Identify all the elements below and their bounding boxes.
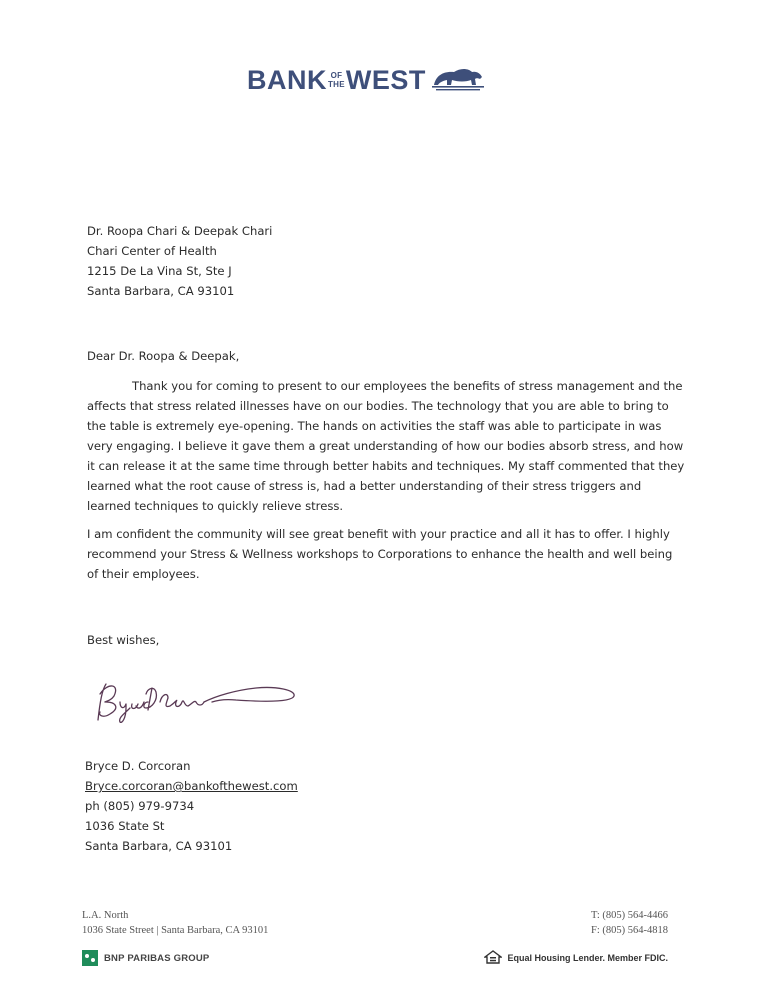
equal-housing-label: Equal Housing Lender. Member FDIC. [507,953,668,963]
body-paragraph-1 [87,376,687,516]
logo-word-right: WEST [345,64,426,95]
recipient-organization: Chari Center of Health [87,244,217,258]
footer-branch-address: 1036 State Street | Santa Barbara, CA 93101 [82,925,269,936]
footer-branch [82,908,268,938]
sender-city: Santa Barbara, CA 93101 [85,839,233,853]
equal-housing-notice [484,950,668,966]
sender-name: Bryce D. Corcoran [85,759,191,773]
footer-contact [591,908,668,938]
logo-of-the [328,71,345,89]
footer-branch-name: L.A. North [82,910,129,921]
bnp-paribas-mark [82,950,209,966]
body-paragraph-1-text: Thank you for coming to present to our employees the benefits of stress management and the affects that stress related illnesses have on our bodies. The technology that you are able to bring to the table is extremely eye-opening. The hands on activities the staff was able to participate in was very engaging. I believe it gave them a great understanding of how our bodies absorb stress, and how it can release it at the same time through better habits and techniques. My staff commented that they learned what the root cause of stress is, had a better understanding of their stress triggers and learned techniques to quickly relieve stress. [87,379,685,513]
handwritten-signature [86,672,306,732]
recipient-address [87,221,272,301]
footer-telephone: T: (805) 564-4466 [590,910,668,921]
sender-phone: ph (805) 979-9734 [85,799,195,813]
recipient-city: Santa Barbara, CA 93101 [87,284,235,298]
salutation: Dear Dr. Roopa & Deepak, [87,349,240,363]
equal-housing-icon [484,950,502,966]
bear-icon [430,65,486,95]
body-paragraph-2: I am confident the community will see great benefit with your practice and all it has to offer. I highly recommend your Stress & Wellness workshops to Corporations to enhance the health and well being of their employees. [87,527,673,581]
logo-of: OF [330,71,343,80]
bnp-stars-icon [82,950,98,966]
sender-email-line [85,776,298,796]
closing: Best wishes, [87,633,160,647]
recipient-street: 1215 De La Vina St, Ste J [87,264,232,278]
logo-the: THE [328,80,345,89]
logo-word-left: BANK [247,64,327,95]
sender-block [85,756,298,856]
sender-street: 1036 State St [85,819,165,833]
recipient-name: Dr. Roopa Chari & Deepak Chari [87,224,273,238]
bnp-group-label: BNP PARIBAS GROUP [104,952,210,964]
sender-email-link[interactable]: Bryce.corcoran@bankofthewest.com [85,779,298,793]
footer-fax: F: (805) 564-4818 [591,925,668,936]
bank-logo [247,62,486,98]
